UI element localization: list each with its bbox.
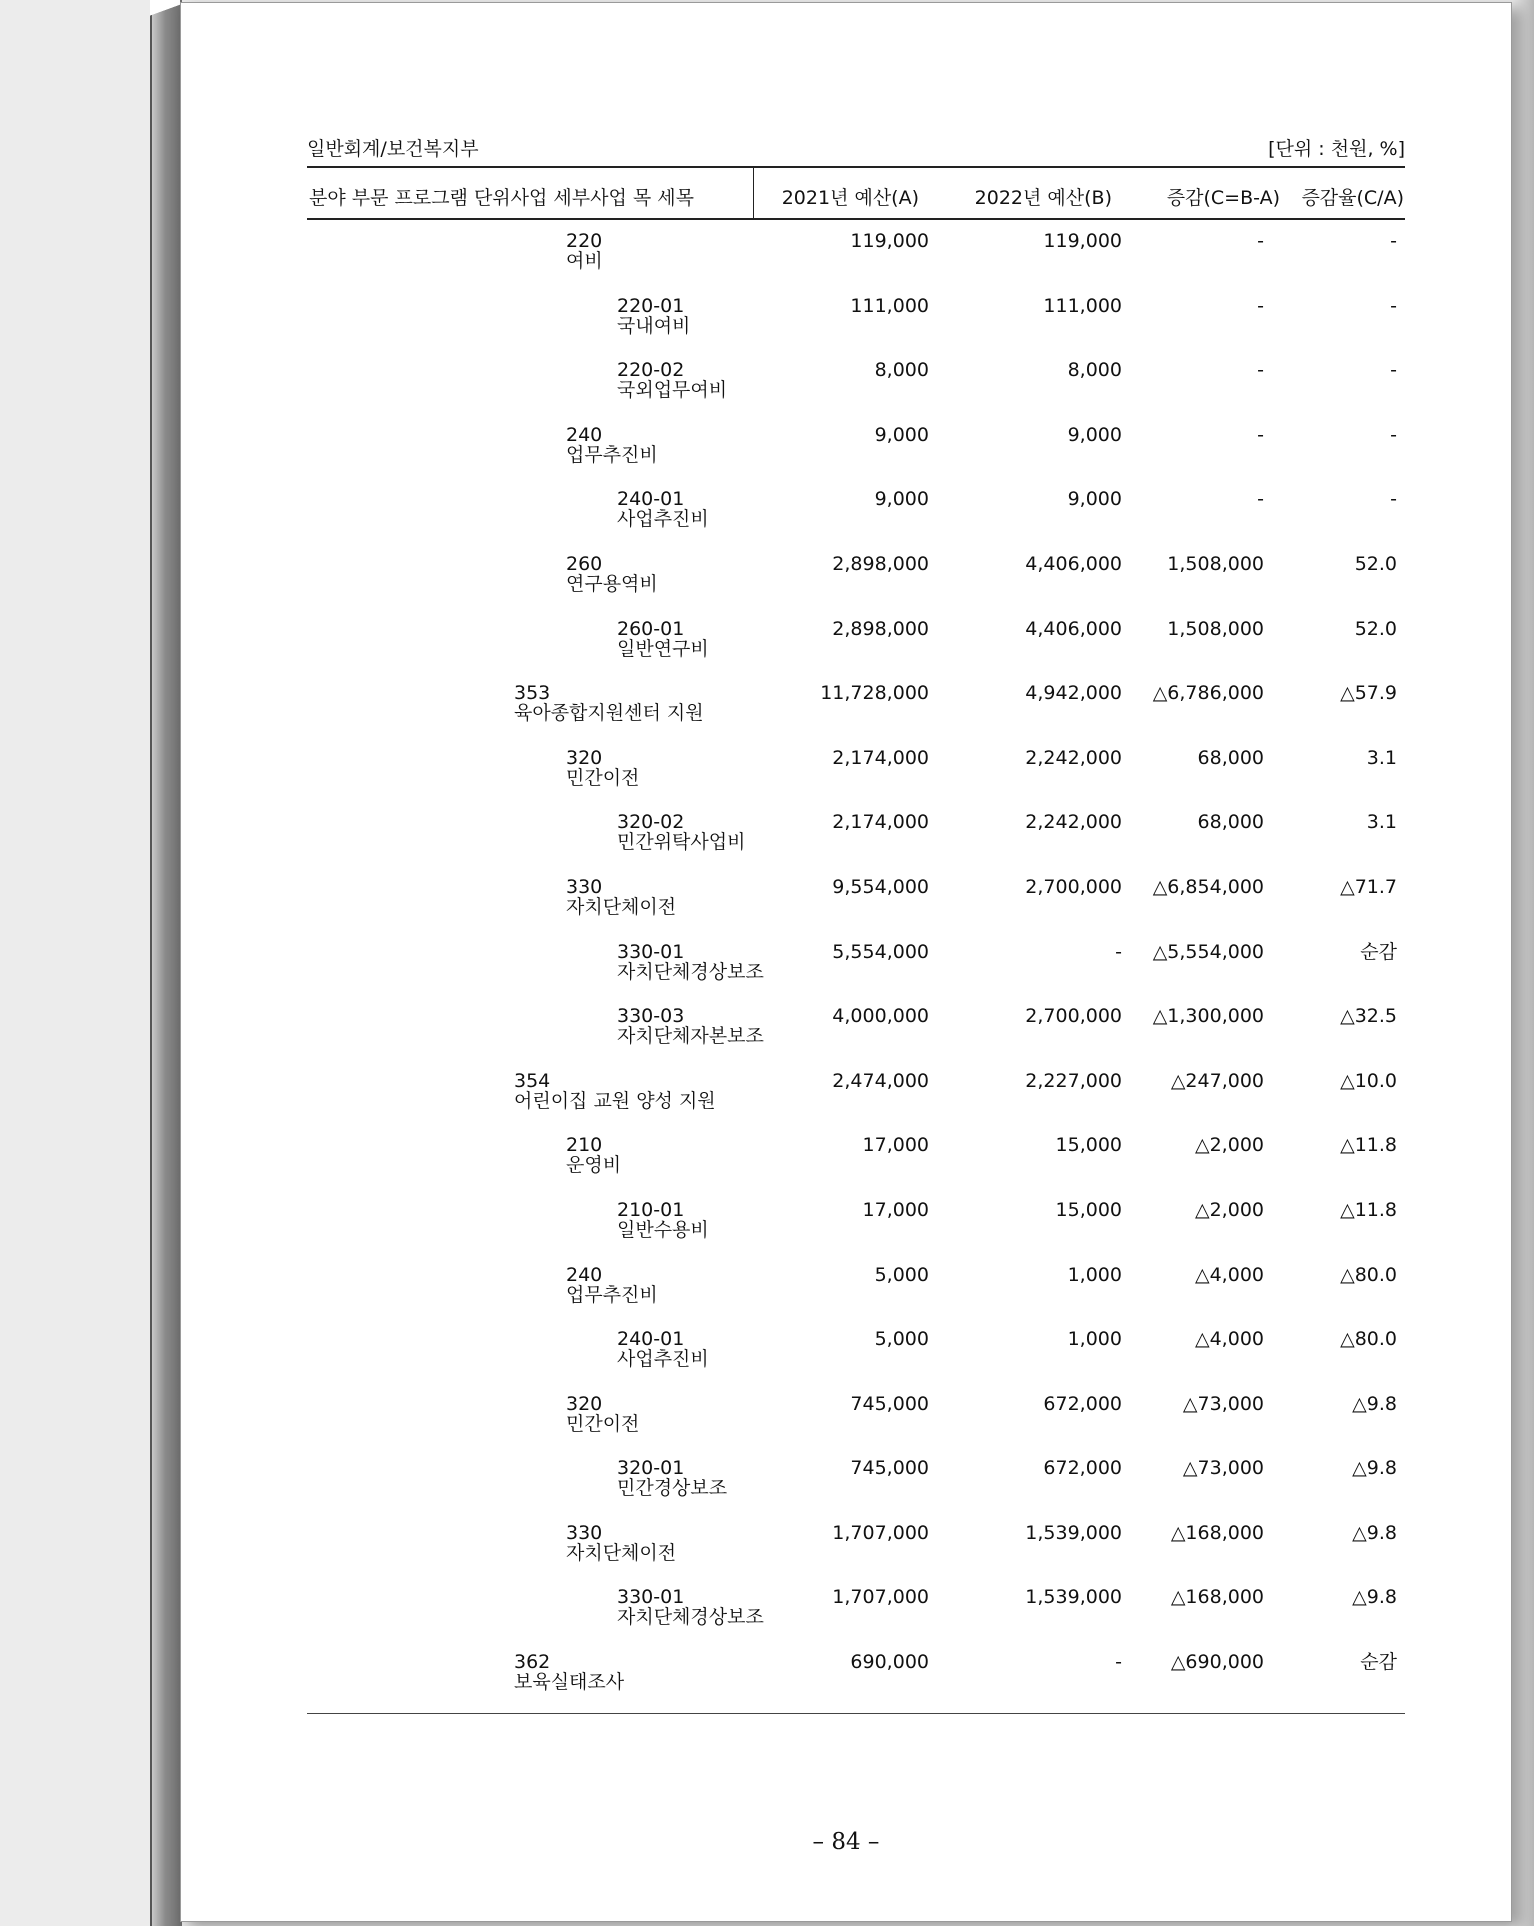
row-name: 국외업무여비 <box>617 379 728 402</box>
table-body <box>307 227 1405 1713</box>
table-row <box>307 356 1405 421</box>
row-code: 220-01 <box>617 294 685 317</box>
table-row <box>307 485 1405 550</box>
change-rate-cell: △32.5 <box>1340 1005 1397 1028</box>
budget-2022-cell: 2,227,000 <box>1025 1069 1122 1092</box>
table-row <box>307 1131 1405 1196</box>
column-header-change-rate: 증감율(C/A) <box>1301 187 1404 209</box>
row-code: 220 <box>566 230 603 252</box>
budget-2022-cell: 15,000 <box>1055 1134 1122 1157</box>
change-amount-cell: - <box>1257 488 1264 511</box>
change-rate-cell: - <box>1390 230 1397 252</box>
budget-2021-cell: 119,000 <box>850 230 929 252</box>
change-rate-cell: △9.8 <box>1352 1457 1397 1480</box>
change-amount-cell: △73,000 <box>1182 1392 1264 1415</box>
budget-2021-cell: 5,000 <box>874 1263 929 1286</box>
row-code: 320-01 <box>617 1457 685 1480</box>
row-code: 354 <box>514 1069 551 1092</box>
row-name: 자치단체자본보조 <box>617 1025 764 1048</box>
change-rate-cell: - <box>1390 488 1397 511</box>
row-code: 362 <box>514 1651 551 1674</box>
budget-2022-cell: 4,942,000 <box>1025 682 1122 705</box>
change-rate-cell: - <box>1390 359 1397 382</box>
change-amount-cell: △4,000 <box>1194 1263 1264 1286</box>
row-name: 업무추진비 <box>566 443 658 466</box>
row-code: 320 <box>566 746 603 769</box>
row-code: 240-01 <box>617 488 685 511</box>
change-rate-cell: 52.0 <box>1354 552 1397 575</box>
table-row <box>307 1648 1405 1713</box>
row-code: 260 <box>566 552 603 575</box>
change-amount-cell: - <box>1257 294 1264 317</box>
row-name: 자치단체이전 <box>566 895 677 918</box>
row-name: 자치단체경상보조 <box>617 960 764 983</box>
change-rate-cell: △9.8 <box>1352 1392 1397 1415</box>
table-row <box>307 1583 1405 1648</box>
table-row <box>307 550 1405 615</box>
row-name: 육아종합지원센터 지원 <box>514 702 704 725</box>
change-amount-cell: △5,554,000 <box>1152 940 1264 963</box>
budget-2022-cell: 4,406,000 <box>1025 552 1122 575</box>
row-name: 사업추진비 <box>617 508 709 531</box>
change-amount-cell: 68,000 <box>1197 746 1264 769</box>
budget-2022-cell: - <box>1115 940 1122 963</box>
book-spine-edge <box>150 0 182 1926</box>
table-row <box>307 808 1405 873</box>
budget-2022-cell: 2,242,000 <box>1025 811 1122 834</box>
change-rate-cell: 순감 <box>1360 940 1397 963</box>
row-name: 민간위탁사업비 <box>617 831 746 854</box>
change-amount-cell: △73,000 <box>1182 1457 1264 1480</box>
budget-2021-cell: 111,000 <box>850 294 929 317</box>
budget-2021-cell: 745,000 <box>850 1392 929 1415</box>
change-amount-cell: △1,300,000 <box>1152 1005 1264 1028</box>
budget-2022-cell: 2,700,000 <box>1025 1005 1122 1028</box>
document-page <box>180 2 1512 1922</box>
table-row <box>307 1325 1405 1390</box>
change-amount-cell: 1,508,000 <box>1167 552 1264 575</box>
change-amount-cell: △168,000 <box>1170 1521 1264 1544</box>
column-header-2021: 2021년 예산(A) <box>781 187 919 209</box>
table-row <box>307 1519 1405 1584</box>
change-rate-cell: △71.7 <box>1340 875 1397 898</box>
table-bottom-rule <box>307 1713 1405 1714</box>
budget-2022-cell: 15,000 <box>1055 1198 1122 1221</box>
budget-2021-cell: 690,000 <box>850 1651 929 1674</box>
table-row <box>307 744 1405 809</box>
budget-2021-cell: 2,174,000 <box>832 811 929 834</box>
table-row <box>307 227 1405 292</box>
table-row <box>307 1261 1405 1326</box>
budget-2021-cell: 17,000 <box>862 1198 929 1221</box>
change-rate-cell: △11.8 <box>1340 1198 1397 1221</box>
header-divider <box>753 168 754 218</box>
row-name: 업무추진비 <box>566 1283 658 1306</box>
budget-2021-cell: 4,000,000 <box>832 1005 929 1028</box>
row-name: 어린이집 교원 양성 지원 <box>514 1089 716 1112</box>
row-code: 353 <box>514 682 551 705</box>
budget-2021-cell: 11,728,000 <box>820 682 929 705</box>
row-name: 자치단체경상보조 <box>617 1606 764 1629</box>
table-row <box>307 421 1405 486</box>
row-name: 일반연구비 <box>617 637 709 660</box>
budget-2022-cell: 111,000 <box>1043 294 1122 317</box>
change-amount-cell: △4,000 <box>1194 1328 1264 1351</box>
change-amount-cell: △690,000 <box>1170 1651 1264 1674</box>
table-row <box>307 938 1405 1003</box>
budget-2022-cell: 119,000 <box>1043 230 1122 252</box>
change-rate-cell: △80.0 <box>1340 1328 1397 1351</box>
budget-2021-cell: 9,000 <box>874 488 929 511</box>
change-rate-cell: 52.0 <box>1354 617 1397 640</box>
row-name: 여비 <box>566 250 603 272</box>
change-amount-cell: - <box>1257 423 1264 446</box>
column-header-hierarchy: 분야 부문 프로그램 단위사업 세부사업 목 세목 <box>309 187 694 209</box>
row-code: 330-01 <box>617 1586 685 1609</box>
row-code: 240 <box>566 1263 603 1286</box>
row-code: 260-01 <box>617 617 685 640</box>
table-row <box>307 292 1405 357</box>
row-name: 일반수용비 <box>617 1218 709 1241</box>
row-code: 330-03 <box>617 1005 685 1028</box>
row-code: 220-02 <box>617 359 685 382</box>
budget-2021-cell: 5,554,000 <box>832 940 929 963</box>
row-code: 330 <box>566 1521 603 1544</box>
budget-2022-cell: 672,000 <box>1043 1457 1122 1480</box>
row-name: 보육실태조사 <box>514 1671 625 1694</box>
table-row <box>307 873 1405 938</box>
budget-2022-cell: 4,406,000 <box>1025 617 1122 640</box>
budget-2021-cell: 2,898,000 <box>832 552 929 575</box>
budget-2022-cell: 1,000 <box>1067 1263 1122 1286</box>
change-rate-cell: 3.1 <box>1366 746 1397 769</box>
table-row <box>307 679 1405 744</box>
row-code: 240-01 <box>617 1328 685 1351</box>
budget-2021-cell: 745,000 <box>850 1457 929 1480</box>
budget-2021-cell: 2,898,000 <box>832 617 929 640</box>
budget-2021-cell: 1,707,000 <box>832 1586 929 1609</box>
page-number: – 84 – <box>812 1829 880 1855</box>
row-name: 자치단체이전 <box>566 1541 677 1564</box>
change-rate-cell: △80.0 <box>1340 1263 1397 1286</box>
page-shadow <box>1512 0 1534 1926</box>
table-row <box>307 1454 1405 1519</box>
change-rate-cell: △9.8 <box>1352 1521 1397 1544</box>
row-name: 민간이전 <box>566 1412 640 1435</box>
budget-2021-cell: 9,554,000 <box>832 875 929 898</box>
budget-2022-cell: 8,000 <box>1067 359 1122 382</box>
budget-2021-cell: 1,707,000 <box>832 1521 929 1544</box>
budget-2022-cell: 2,700,000 <box>1025 875 1122 898</box>
row-code: 320 <box>566 1392 603 1415</box>
budget-2022-cell: 9,000 <box>1067 488 1122 511</box>
change-rate-cell: 순감 <box>1360 1651 1397 1674</box>
change-rate-cell: △57.9 <box>1340 682 1397 705</box>
change-amount-cell: △2,000 <box>1194 1134 1264 1157</box>
table-row <box>307 1390 1405 1455</box>
table-row <box>307 1196 1405 1261</box>
budget-2021-cell: 9,000 <box>874 423 929 446</box>
row-code: 210 <box>566 1134 603 1157</box>
change-amount-cell: △2,000 <box>1194 1198 1264 1221</box>
row-code: 330 <box>566 875 603 898</box>
row-name: 사업추진비 <box>617 1348 709 1371</box>
change-amount-cell: - <box>1257 359 1264 382</box>
change-rate-cell: △10.0 <box>1340 1069 1397 1092</box>
change-amount-cell: △6,786,000 <box>1152 682 1264 705</box>
budget-2022-cell: 672,000 <box>1043 1392 1122 1415</box>
table-row <box>307 1002 1405 1067</box>
change-amount-cell: 1,508,000 <box>1167 617 1264 640</box>
row-code: 240 <box>566 423 603 446</box>
row-name: 연구용역비 <box>566 572 658 595</box>
change-amount-cell: - <box>1257 230 1264 252</box>
budget-2022-cell: 1,000 <box>1067 1328 1122 1351</box>
row-name: 운영비 <box>566 1154 622 1177</box>
budget-2022-cell: 1,539,000 <box>1025 1586 1122 1609</box>
table-row <box>307 615 1405 680</box>
column-header-change: 증감(C=B-A) <box>1166 187 1280 209</box>
change-rate-cell: - <box>1390 423 1397 446</box>
change-rate-cell: 3.1 <box>1366 811 1397 834</box>
budget-2021-cell: 5,000 <box>874 1328 929 1351</box>
row-name: 민간경상보조 <box>617 1477 728 1500</box>
change-amount-cell: △168,000 <box>1170 1586 1264 1609</box>
budget-2021-cell: 8,000 <box>874 359 929 382</box>
row-code: 320-02 <box>617 811 685 834</box>
change-rate-cell: - <box>1390 294 1397 317</box>
budget-2022-cell: 9,000 <box>1067 423 1122 446</box>
unit-label: [단위 : 천원, %] <box>1268 138 1405 160</box>
row-code: 330-01 <box>617 940 685 963</box>
budget-2022-cell: 2,242,000 <box>1025 746 1122 769</box>
budget-2022-cell: 1,539,000 <box>1025 1521 1122 1544</box>
table-header <box>307 166 1405 220</box>
column-header-2022: 2022년 예산(B) <box>974 187 1112 209</box>
change-rate-cell: △11.8 <box>1340 1134 1397 1157</box>
budget-2022-cell: - <box>1115 1651 1122 1674</box>
budget-2021-cell: 2,474,000 <box>832 1069 929 1092</box>
change-rate-cell: △9.8 <box>1352 1586 1397 1609</box>
account-title: 일반회계/보건복지부 <box>307 138 479 160</box>
budget-2021-cell: 17,000 <box>862 1134 929 1157</box>
row-name: 민간이전 <box>566 766 640 789</box>
row-name: 국내여비 <box>617 314 691 337</box>
table-row <box>307 1067 1405 1132</box>
change-amount-cell: △247,000 <box>1170 1069 1264 1092</box>
change-amount-cell: 68,000 <box>1197 811 1264 834</box>
change-amount-cell: △6,854,000 <box>1152 875 1264 898</box>
row-code: 210-01 <box>617 1198 685 1221</box>
budget-2021-cell: 2,174,000 <box>832 746 929 769</box>
